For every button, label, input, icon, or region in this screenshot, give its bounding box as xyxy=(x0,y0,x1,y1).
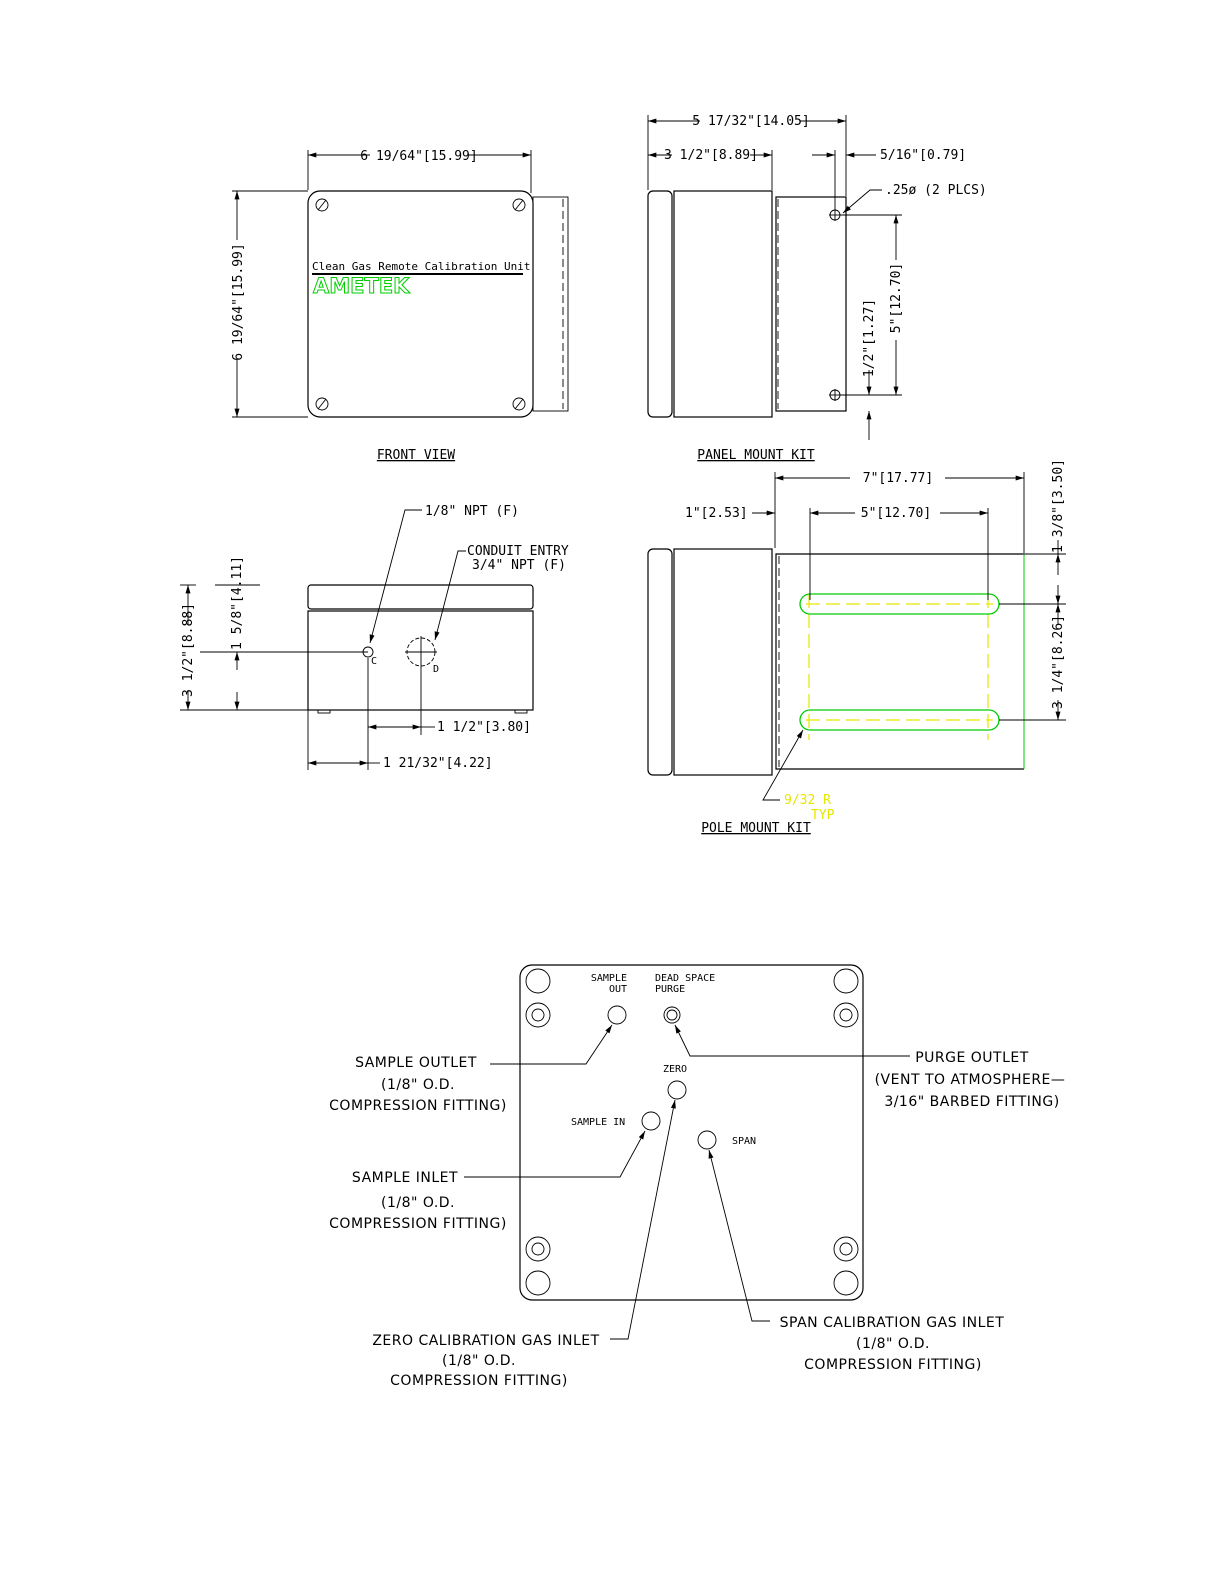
front-width-dim: 6 19/64"[15.99] xyxy=(360,149,478,164)
callout-purge-outlet xyxy=(875,1050,1066,1110)
sample-out-label: SAMPLE xyxy=(590,973,627,984)
hole-offset-dim: 5/16"[0.79] xyxy=(880,148,967,163)
svg-text:(VENT TO ATMOSPHERE—: (VENT TO ATMOSPHERE— xyxy=(874,1072,1066,1088)
nameplate-text: Clean Gas Remote Calibration Unit xyxy=(312,260,531,273)
bottom-panel xyxy=(329,965,1065,1389)
panel-mount-kit xyxy=(648,114,987,463)
svg-text:SAMPLE INLET: SAMPLE INLET xyxy=(351,1170,459,1186)
svg-text:SAMPLE OUTLET: SAMPLE OUTLET xyxy=(355,1055,477,1071)
zero-port-icon xyxy=(668,1081,686,1099)
dead-space-label-2: PURGE xyxy=(655,984,686,995)
dead-space-label: DEAD SPACE xyxy=(655,973,716,984)
port-c-label: C xyxy=(371,656,378,667)
conduit-size-label: 3/4" NPT (F) xyxy=(472,558,566,573)
radius-note: 9/32 R xyxy=(784,793,831,808)
hole-spacing-dim: 5"[12.70] xyxy=(889,262,904,334)
callout-sample-inlet xyxy=(329,1170,507,1232)
port-offset-dim: 1 21/32"[4.22] xyxy=(383,756,493,771)
radius-note-typ: TYP xyxy=(811,808,835,823)
side-view xyxy=(180,504,569,771)
port-spacing-dim: 1 1/2"[3.80] xyxy=(437,720,531,735)
pole-mount-caption: POLE MOUNT KIT xyxy=(701,821,811,836)
pole-offset-dim: 1"[2.53] xyxy=(685,506,748,521)
sample-out-port-icon xyxy=(608,1006,626,1024)
svg-text:3/16" BARBED FITTING): 3/16" BARBED FITTING) xyxy=(884,1094,1060,1110)
svg-text:SPAN CALIBRATION GAS INLET: SPAN CALIBRATION GAS INLET xyxy=(779,1315,1005,1331)
sample-in-port-icon xyxy=(642,1112,660,1130)
callout-zero-inlet xyxy=(372,1333,599,1389)
pole-overall-dim: 7"[17.77] xyxy=(862,471,934,486)
front-height-dim: 6 19/64"[15.99] xyxy=(231,243,246,361)
slot-length-dim: 5"[12.70] xyxy=(860,506,932,521)
svg-text:COMPRESSION FITTING): COMPRESSION FITTING) xyxy=(804,1357,982,1373)
callout-span-inlet xyxy=(780,1315,1005,1373)
screw-icon xyxy=(316,199,525,410)
enclosure-front xyxy=(308,191,533,417)
svg-text:COMPRESSION FITTING): COMPRESSION FITTING) xyxy=(390,1373,568,1389)
svg-text:ZERO CALIBRATION GAS INLET: ZERO CALIBRATION GAS INLET xyxy=(372,1333,600,1349)
front-view xyxy=(231,149,568,463)
callout-sample-outlet xyxy=(329,1055,507,1114)
port-height-dim: 1 5/8"[4.11] xyxy=(230,556,245,650)
side-height-dim: 3 1/2"[8.88] xyxy=(181,603,196,697)
svg-text:(1/8" O.D.: (1/8" O.D. xyxy=(380,1195,456,1211)
mounting-boss-icon xyxy=(526,969,858,1295)
svg-text:COMPRESSION FITTING): COMPRESSION FITTING) xyxy=(329,1098,507,1114)
sample-in-label: SAMPLE IN xyxy=(571,1117,626,1128)
pole-top-dim: 1 3/8"[3.50] xyxy=(1051,459,1066,553)
bottom-offset-dim: 1/2"[1.27] xyxy=(862,298,877,378)
span-label: SPAN xyxy=(732,1136,757,1147)
svg-text:(1/8" O.D.: (1/8" O.D. xyxy=(380,1077,456,1093)
span-port-icon xyxy=(698,1131,716,1149)
npt-label: 1/8" NPT (F) xyxy=(425,504,519,519)
front-view-caption: FRONT VIEW xyxy=(376,448,456,463)
body-depth-dim: 3 1/2"[8.89] xyxy=(664,148,758,163)
slot-spacing-dim: 3 1/4"[8.26] xyxy=(1051,615,1066,709)
mount-hole-icon xyxy=(829,209,841,401)
svg-text:PURGE OUTLET: PURGE OUTLET xyxy=(915,1050,1029,1066)
sample-out-label-2: OUT xyxy=(608,984,627,995)
overall-depth-dim: 5 17/32"[14.05] xyxy=(692,114,810,129)
port-d-label: D xyxy=(433,664,440,675)
conduit-label: CONDUIT ENTRY xyxy=(467,544,569,559)
zero-label: ZERO xyxy=(663,1064,688,1075)
svg-text:(1/8" O.D.: (1/8" O.D. xyxy=(441,1353,517,1369)
svg-text:(1/8" O.D.: (1/8" O.D. xyxy=(855,1336,931,1352)
hole-note: .25ø (2 PLCS) xyxy=(885,183,987,198)
ametek-logo: AMETEK xyxy=(313,274,410,298)
panel-mount-caption: PANEL MOUNT KIT xyxy=(697,448,815,463)
purge-port-icon xyxy=(664,1007,680,1023)
svg-text:COMPRESSION FITTING): COMPRESSION FITTING) xyxy=(329,1216,507,1232)
pole-mount-kit xyxy=(648,459,1066,836)
